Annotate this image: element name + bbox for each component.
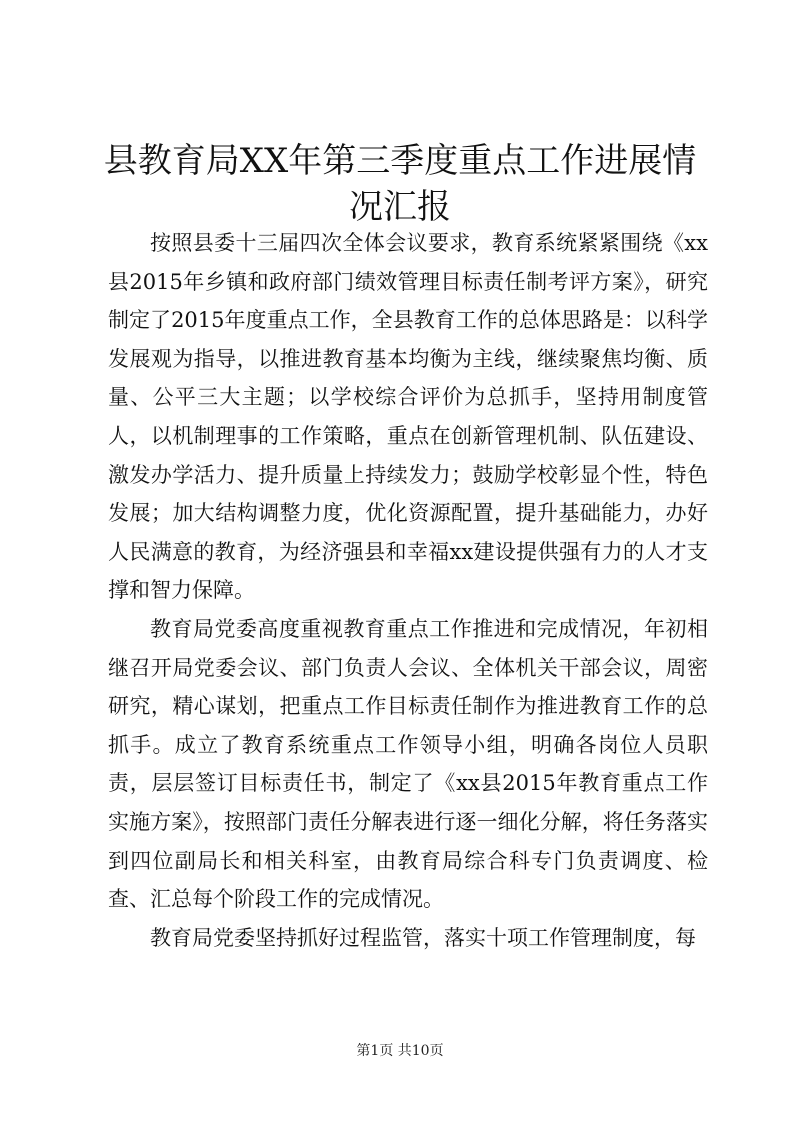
paragraph-3: 教育局党委坚持抓好过程监管，落实十项工作管理制度，每: [150, 925, 696, 950]
document-body: [108, 224, 708, 957]
page-number-footer: 第1页 共10页: [356, 1043, 444, 1059]
paragraph-1: 按照县委十三届四次全体会议要求，教育系统紧紧围绕《xx县2015年乡镇和政府部门绩效管理目标责任制考评方案》，研究制定了2015年度重点工作，全县教育工作的总体思路是：以科学发展观为指导，以推进教育基本均衡为主线，继续聚焦均衡、质量、公平三大主题；以学校综合评价为总抓手，坚持用制度管人，以机制理事的工作策略，重点在创新管理机制、队伍建设、激发办学活力、提升质量上持续发力；鼓励学校彰显个性，特色发展；加大结构调整力度，优化资源配置，提升基础能力，办好人民满意的教育，为经济强县和幸福xx建设提供强有力的人才支撑和智力保障。: [108, 231, 708, 603]
paragraph-2: 教育局党委高度重视教育重点工作推进和完成情况，年初相继召开局党委会议、部门负责人会议、全体机关干部会议，周密研究，精心谋划，把重点工作目标责任制作为推进教育工作的总抓手。成立了教育系统重点工作领导小组，明确各岗位人员职责，层层签订目标责任书，制定了《xx县2015年教育重点工作实施方案》，按照部门责任分解表进行逐一细化分解，将任务落实到四位副局长和相关科室，由教育局综合科专门负责调度、检查、汇总每个阶段工作的完成情况。: [108, 616, 708, 912]
document-title: 县教育局XX年第三季度重点工作进展情况汇报: [103, 141, 697, 227]
